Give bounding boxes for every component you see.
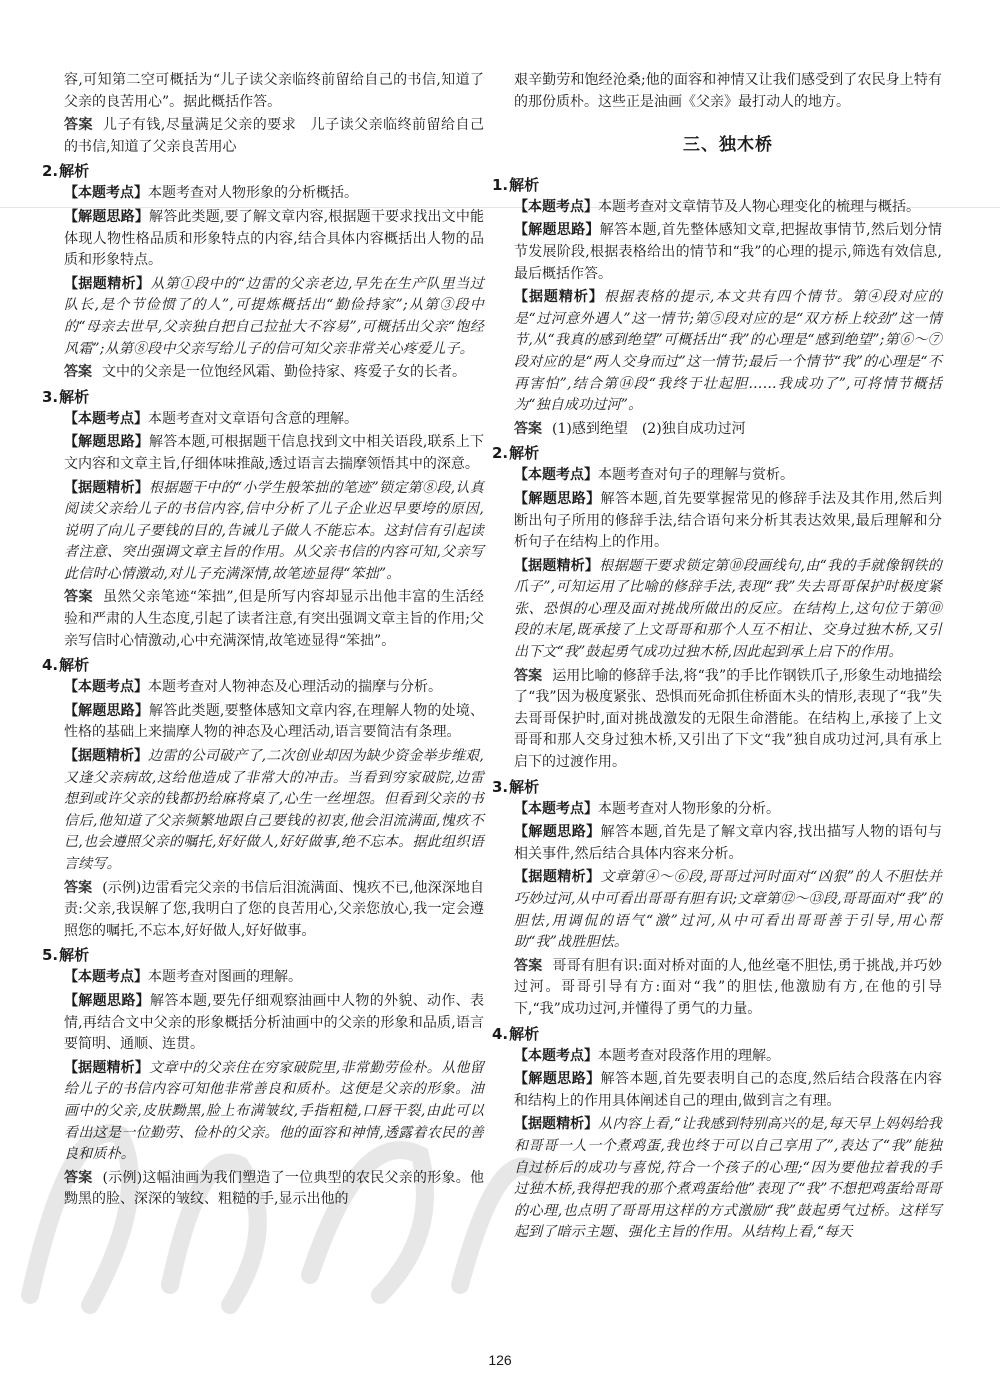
- answer-text: (1)感到绝望 (2)独自成功过河: [552, 420, 746, 437]
- kaodian-text: 本题考查对文章语句含意的理解。: [148, 410, 358, 427]
- question-head-label: 解析: [59, 162, 90, 181]
- jingxi-label: 【据题精析】: [64, 275, 151, 292]
- jingxi-label: 【据题精析】: [514, 289, 604, 306]
- question-number: 2.: [42, 162, 59, 181]
- kaodian-para: [514, 465, 942, 487]
- answer-label: 答案: [514, 667, 543, 684]
- question-block-3: [42, 387, 485, 653]
- answer-label: 答案: [64, 879, 93, 896]
- silu-label: 【解题思路】: [64, 702, 150, 719]
- question-head-label: 解析: [509, 1024, 540, 1043]
- question-block-r4: [492, 1024, 942, 1244]
- silu-para: [514, 822, 942, 865]
- jingxi-text: 根据题干中的“小学生般笨拙的笔迹”锁定第⑧段,认真阅读父亲给儿子的书信内容,信中分析了儿子企业迟早要垮的原因,说明了向儿子要钱的目的,告诫儿子做人不能忘本。这封信有引起读者注意、突出强调文章主旨的作用。从父亲书信的内容可知,父亲写此信时心情激动,对儿子充满深情,故笔迹显得“笨拙”。: [64, 479, 485, 582]
- answer-label: 答案: [514, 420, 542, 437]
- silu-para: [514, 489, 942, 554]
- section-title: 三、独木桥: [683, 135, 773, 156]
- kaodian-text: 本题考查对人物形象的分析概括。: [148, 185, 358, 202]
- silu-text: 解答本题,首先是了解文章内容,找出描写人物的语句与相关事件,然后结合具体内容来分析。: [514, 824, 942, 862]
- answer-text: 运用比喻的修辞手法,将“我”的手比作钢铁爪子,形象生动地描绘了“我”因为极度紧张、恐惧而死命抓住桥面木头的情形,表现了“我”失去哥哥保护时,面对挑战激发的无限生命潜能。在结构上,承接了上文哥哥和那人交身过独木桥,又引出了下文“我”独自成功过河,具有承上启下的过渡作用。: [514, 667, 943, 771]
- question-heading: [42, 387, 484, 408]
- question-number: 5.: [42, 946, 59, 965]
- question-heading: [492, 443, 942, 464]
- question-heading: [492, 175, 942, 196]
- jingxi-text: 根据表格的提示,本文共有四个情节。第④段对应的是“过河意外遇人”这一情节;第⑤段对应的是“双方桥上较劲”这一情节,从“我真的感到绝望”可概括出“我”的心理是“感到绝望”;第⑥～⑦段对应的是“两人交身而过”这一情节;最后一个情节“我”的心理是“不再害怕”,结合第⑭段“我终于壮起胆……我成功了”,可将情节概括为“独自成功过河”。: [514, 289, 942, 414]
- answer-label: 答案: [64, 117, 93, 134]
- kaodian-label: 【本题考点】: [514, 1047, 598, 1064]
- silu-para: [64, 701, 484, 744]
- kaodian-label: 【本题考点】: [64, 679, 148, 696]
- jingxi-text: 文章中的父亲住在穷家破院里,非常勤劳俭朴。从他留给儿子的书信内容可知他非常善良和质朴。这便是父亲的形象。油画中的父亲,皮肤黝黑,脸上布满皱纹,手指粗糙,口唇干裂,由此可以看出这是一位勤劳、俭朴的父亲。他的面容和神情,透露着农民的善良和质朴。: [64, 1059, 485, 1163]
- kaodian-para: [514, 799, 942, 821]
- jingxi-text: 根据题干要求锁定第⑩段画线句,由“我的手就像钢铁的爪子”,可知运用了比喻的修辞手法,表现“我”失去哥哥保护时极度紧张、恐惧的心理及面对挑战所做出的反应。在结构上,这句位于第⑩段的末尾,既承接了上文哥哥和那个人互不相让、交身过独木桥,又引出下文“我”鼓起勇气成功过独木桥,因此起到承上启下的作用。: [514, 557, 942, 661]
- answer-para: [514, 419, 942, 441]
- kaodian-text: 本题考查对人物神态及心理活动的揣摩与分析。: [148, 679, 442, 696]
- question-heading: [42, 655, 484, 676]
- silu-label: 【解题思路】: [514, 490, 601, 507]
- silu-label: 【解题思路】: [514, 824, 601, 841]
- answer-text: 虽然父亲笔迹“笨拙”,但是所写内容却显示出他丰富的生活经验和严肃的人生态度,引起了读者注意,有突出强调文章主旨的作用;父亲写信时心情激动,心中充满深情,故笔迹显得“笨拙”。: [64, 589, 485, 649]
- question-number: 1.: [492, 175, 509, 194]
- silu-text: 解答本题,首先整体感知文章,把握故事情节,然后划分情节发展阶段,根据表格给出的情节和“我”的心理的提示,筛选有效信息,最后概括作答。: [514, 222, 943, 282]
- kaodian-text: 本题考查对段落作用的理解。: [598, 1047, 780, 1064]
- jingxi-label: 【据题精析】: [514, 1116, 599, 1133]
- silu-label: 【解题思路】: [64, 208, 150, 225]
- question-heading: [492, 777, 942, 798]
- silu-text: 解答此类题,要整体感知文章内容,在理解人物的处境、性格的基础上来揣摩人物的神态及心理活动,语言要简洁有条理。: [64, 702, 485, 741]
- silu-text: 解答本题,首先要掌握常见的修辞手法及其作用,然后判断出句子所用的修辞手法,结合语句来分析其表达效果,最后理解和分析句子在结构上的作用。: [514, 490, 942, 551]
- left-column: [42, 70, 485, 1213]
- answer-text: (示例)边雷看完父亲的书信后泪流满面、愧疚不已,他深深地自责:父亲,我误解了您,我明白了您的良苦用心,父亲您放心,我一定会遵照您的嘱托,不忘本,好好做人,好好做事。: [64, 879, 485, 939]
- kaodian-para: [514, 1046, 942, 1068]
- kaodian-label: 【本题考点】: [514, 198, 598, 215]
- silu-para: [514, 220, 942, 285]
- answer-text: 哥哥有胆有识:面对桥对面的人,他丝毫不胆怯,勇于挑战,并巧妙过河。哥哥引导有方:面对“我”的胆怯,他激励有方,在他的引导下,“我”成功过河,并懂得了勇气的力量。: [514, 957, 942, 1017]
- answer-para: [514, 956, 942, 1021]
- kaodian-text: 本题考查对文章情节及人物心理变化的梳理与概括。: [598, 198, 920, 215]
- kaodian-label: 【本题考点】: [64, 410, 148, 427]
- question-head-label: 解析: [509, 777, 540, 796]
- jingxi-label: 【据题精析】: [514, 557, 600, 574]
- answer-para: [64, 362, 484, 384]
- page-number: 126: [488, 1352, 512, 1368]
- kaodian-para: [64, 677, 484, 699]
- silu-label: 【解题思路】: [514, 1071, 601, 1088]
- kaodian-text: 本题考查对句子的理解与赏析。: [598, 467, 794, 484]
- answer-label: 答案: [514, 957, 543, 974]
- question-number: 3.: [42, 387, 59, 406]
- silu-label: 【解题思路】: [64, 992, 150, 1009]
- silu-para: [64, 991, 484, 1056]
- question-block-r3: [492, 777, 943, 1021]
- right-column: [492, 70, 943, 1246]
- kaodian-para: [514, 197, 942, 219]
- kaodian-label: 【本题考点】: [64, 185, 148, 202]
- jingxi-label: 【据题精析】: [514, 869, 601, 886]
- intro-answer: [64, 115, 484, 158]
- silu-text: 解答此类题,要了解文章内容,根据题干要求找出文中能体现人物性格品质和形象特点的内容,结合具体内容概括出人物的品质和形象特点。: [64, 208, 485, 269]
- answer-label: 答案: [64, 589, 93, 606]
- kaodian-label: 【本题考点】: [514, 800, 598, 817]
- answer-label: 答案: [64, 364, 92, 381]
- answer-text: 儿子有钱,尽量满足父亲的要求 儿子读父亲临终前留给自己的书信,知道了父亲良苦用心: [64, 117, 484, 155]
- silu-para: [64, 432, 484, 475]
- question-number: 4.: [42, 656, 59, 675]
- question-block-r2: [492, 443, 943, 773]
- kaodian-text: 本题考查对图画的理解。: [148, 969, 302, 986]
- jingxi-para: [64, 478, 484, 586]
- answer-label: 答案: [64, 1169, 93, 1186]
- question-heading: [42, 945, 484, 966]
- jingxi-para: [514, 1114, 942, 1244]
- continuation-text: 艰辛勤劳和饱经沧桑;他的面容和神情又让我们感受到了农民身上特有的那份质朴。这些正是油画《父亲》最打动人的地方。: [514, 72, 942, 110]
- answer-text: 文中的父亲是一位饱经风霜、勤俭持家、疼爱子女的长者。: [102, 364, 466, 381]
- jingxi-text: 文章第④～⑥段,哥哥过河时面对“凶狠”的人不胆怯并巧妙过河,从中可看出哥哥有胆有识;文章第⑫～⑬段,哥哥面对“我”的胆怯,用调侃的语气“激”过河,从中可看出哥哥善于引导,用心帮助“我”战胜胆怯。: [514, 869, 943, 951]
- jingxi-text: 边雷的公司破产了,二次创业却因为缺少资金举步维艰,又逢父亲病故,这给他造成了非常大的冲击。当看到穷家破院,边雷想到或许父亲的钱都扔给麻将桌了,心生一丝埋怨。但看到父亲的书信后,他知道了父亲频繁地跟自己要钱的初衷,他会泪流满面,愧疚不已,也会遵照父亲的嘱托,好好做人,好好做事,绝不忘本。据此组织语言续写。: [64, 748, 485, 872]
- answer-para: [514, 666, 942, 774]
- watermark-graphic: [0, 1075, 560, 1325]
- kaodian-label: 【本题考点】: [64, 969, 148, 986]
- question-heading: [42, 161, 484, 182]
- kaodian-label: 【本题考点】: [514, 467, 598, 484]
- silu-label: 【解题思路】: [514, 222, 600, 239]
- question-number: 2.: [492, 444, 509, 463]
- question-block-4: [42, 655, 485, 942]
- kaodian-para: [64, 409, 484, 431]
- kaodian-text: 本题考查对人物形象的分析。: [598, 800, 780, 817]
- silu-para: [64, 207, 484, 272]
- question-head-label: 解析: [509, 444, 540, 463]
- jingxi-para: [64, 746, 484, 876]
- silu-text: 解答本题,要先仔细观察油画中人物的外貌、动作、表情,再结合文中父亲的形象概括分析油画中的父亲的形象和品质,语言要简明、通顺、连贯。: [64, 992, 485, 1053]
- answer-text: (示例)这幅油画为我们塑造了一位典型的农民父亲的形象。他黝黑的脸、深深的皱纹、粗糙的手,显示出他的: [64, 1169, 484, 1208]
- question-block-r1: [492, 175, 943, 441]
- question-block-2: [42, 161, 485, 383]
- jingxi-label: 【据题精析】: [64, 1059, 149, 1076]
- kaodian-para: [64, 183, 484, 205]
- jingxi-para: [514, 867, 942, 953]
- silu-para: [514, 1069, 942, 1112]
- silu-text: 解答本题,可根据题干信息找到文中相关语段,联系上下文内容和文章主旨,仔细体味推敲,透过语言去揣摩领悟其中的深意。: [64, 434, 485, 472]
- question-head-label: 解析: [59, 656, 90, 675]
- jingxi-para: [514, 287, 942, 417]
- question-number: 3.: [492, 777, 509, 796]
- kaodian-para: [64, 967, 484, 989]
- intro-text: 容,可知第二空可概括为“儿子读父亲临终前留给自己的书信,知道了父亲的良苦用心”。据此概括作答。: [64, 72, 484, 110]
- answer-para: [64, 587, 484, 652]
- question-head-label: 解析: [59, 946, 90, 965]
- jingxi-para: [514, 556, 942, 664]
- silu-label: 【解题思路】: [64, 434, 150, 451]
- question-head-label: 解析: [59, 387, 90, 406]
- silu-text: 解答本题,首先要表明自己的态度,然后结合段落在内容和结构上的作用具体阐述自己的理由,做到言之有理。: [514, 1071, 942, 1109]
- question-heading: [492, 1024, 942, 1045]
- answer-para: [64, 878, 484, 943]
- jingxi-text: 从内容上看,“让我感到特别高兴的是,每天早上妈妈给我和哥哥一人一个煮鸡蛋,我也终于可以自己享用了”,表达了“我”能独自过桥后的成功与喜悦,符合一个孩子的心理;“因为要他拉着我的手过独木桥,我得把我的那个煮鸡蛋给他”表现了“我”不想把鸡蛋给哥哥的心理,也点明了哥哥用这样的方式激励“我”鼓起勇气过桥。这样写起到了暗示主题、强化主旨的作用。从结构上看,“每天: [514, 1116, 942, 1241]
- jingxi-label: 【据题精析】: [64, 748, 149, 765]
- jingxi-label: 【据题精析】: [64, 479, 149, 496]
- question-number: 4.: [492, 1024, 509, 1043]
- question-head-label: 解析: [509, 175, 540, 194]
- jingxi-para: [64, 274, 484, 360]
- jingxi-text: 从第①段中的“边雷的父亲老边,早先在生产队里当过队长,是个节俭惯了的人”,可提炼概括出“勤俭持家”;从第③段中的“母亲去世早,父亲独自把自己拉扯大不容易”,可概括出父亲“饱经风霜”;从第⑧段中父亲写给儿子的信可知父亲非常关心疼爱儿子。: [64, 275, 485, 357]
